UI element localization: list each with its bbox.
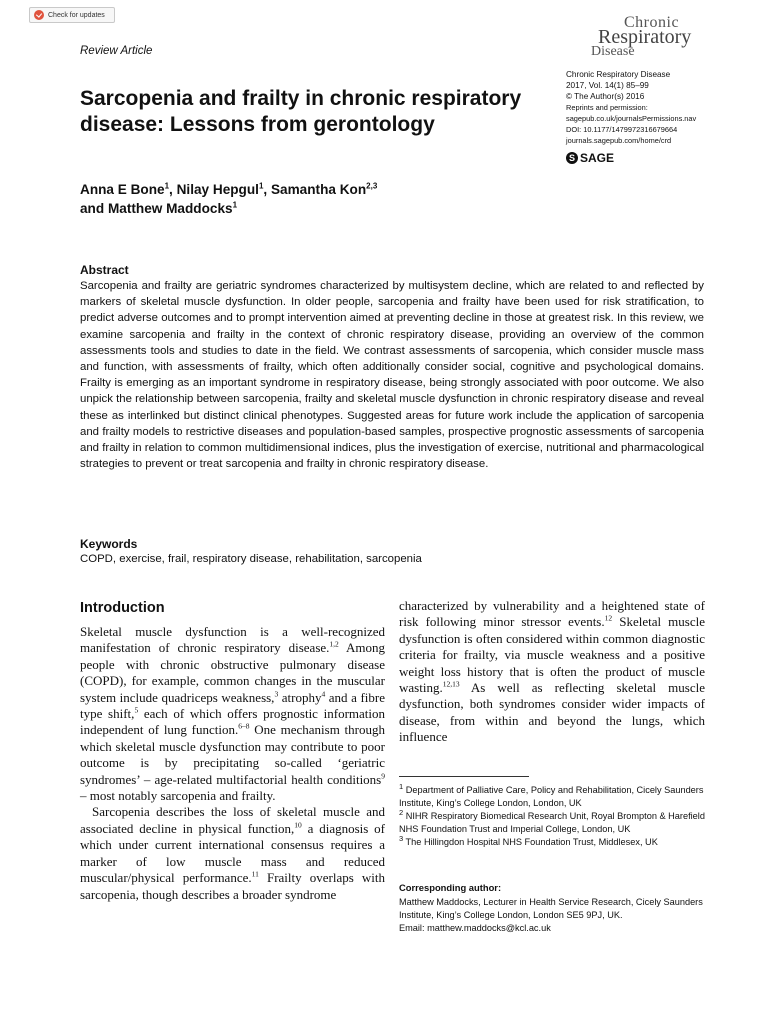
- journal-metadata: [566, 69, 746, 146]
- authors-line-1: [80, 180, 550, 199]
- citation: 9: [381, 771, 385, 781]
- author-name: Anna E Bone: [80, 182, 165, 197]
- author-separator: ,: [169, 182, 177, 197]
- body-column-left: [80, 624, 385, 903]
- body-text: Sarcopenia describes the loss of skeletal muscle and associated decline in physical function,: [80, 804, 385, 836]
- affiliation-footnotes: [399, 781, 705, 849]
- body-text: One mechanism through which skeletal muscle dysfunction may contribute to poor outcome is by precipitating so-called ‘geriatric syndromes’ – age-related multifactorial health conditions: [80, 722, 385, 787]
- citation: 6–8: [238, 722, 250, 732]
- keywords-list: COPD, exercise, frail, respiratory disease, rehabilitation, sarcopenia: [80, 553, 422, 565]
- body-text: As well as reflecting skeletal muscle dysfunction, both syndromes consider wider impacts of disease, from within and beyond the lungs, which influence: [399, 680, 705, 745]
- author-separator: ,: [263, 182, 271, 197]
- journal-logo-line1: Chronic: [624, 14, 680, 31]
- citation: 5: [134, 705, 139, 715]
- author-list: [80, 180, 550, 218]
- corresponding-author-heading: Corresponding author:: [399, 882, 502, 893]
- corresponding-author-email[interactable]: Email: matthew.maddocks@kcl.ac.uk: [399, 923, 551, 933]
- footnote: [399, 781, 705, 810]
- corresponding-author-address: Matthew Maddocks, Lecturer in Health Service Research, Cicely Saunders Institute, King’s College London, London SE5 9PJ, UK.: [399, 897, 703, 920]
- body-column-right: [399, 598, 705, 746]
- footnote: [399, 807, 705, 836]
- introduction-heading: Introduction: [80, 600, 165, 616]
- permissions-link[interactable]: sagepub.co.uk/journalsPermissions.nav: [566, 114, 697, 123]
- journal-url-link[interactable]: journals.sagepub.com/home/crd: [566, 136, 672, 145]
- footnote-mark: 3: [399, 833, 404, 843]
- title-line-2: disease: Lessons from gerontology: [80, 113, 435, 136]
- check-updates-label: Check for updates: [48, 11, 105, 19]
- body-text: each of which offers prognostic information independent of lung function.: [80, 706, 386, 738]
- journal-volume: 2017, Vol. 14(1) 85–99: [566, 81, 649, 90]
- body-text: Among people with chronic obstructive pulmonary disease (COPD), for example, common changes in the muscular system include quadriceps weakness,: [80, 640, 385, 705]
- citation: 11: [251, 869, 259, 879]
- affiliation-mark: 1: [258, 181, 264, 191]
- journal-logo: [588, 14, 718, 58]
- sage-icon: S: [566, 152, 578, 164]
- reprints-label: Reprints and permission:: [566, 103, 648, 112]
- citation: 10: [294, 820, 302, 830]
- footnote-mark: 1: [399, 781, 404, 791]
- author-name: Samantha Kon: [270, 182, 367, 197]
- footnote-mark: 2: [399, 807, 404, 817]
- authors-line-2: [80, 199, 550, 218]
- body-text: atrophy: [278, 689, 322, 705]
- paragraph: [399, 598, 705, 746]
- journal-logo-line2: Respiratory: [598, 26, 692, 48]
- check-for-updates-button[interactable]: [29, 7, 115, 23]
- affiliation-mark: 1: [232, 200, 238, 210]
- doi-link[interactable]: DOI: 10.1177/1479972316679664: [566, 125, 678, 134]
- body-text: Skeletal muscle dysfunction is often considered within common diagnostic criteria for frailty, via muscle weakness and a positive weight loss history that is often the product of muscle wasting.: [399, 614, 705, 696]
- journal-logo-line3: Disease: [591, 44, 635, 59]
- author-conjunction: and: [80, 201, 108, 216]
- sage-label: SAGE: [580, 151, 615, 165]
- body-text: a diagnosis of which under current international consensus requires a marker of low muscle mass and reduced muscular/physical performance.: [80, 820, 385, 886]
- author-name: Matthew Maddocks: [107, 201, 233, 216]
- footnote: [399, 833, 705, 849]
- citation: 3: [274, 689, 279, 699]
- footnote-divider: [399, 776, 529, 777]
- sage-logo: [566, 151, 614, 165]
- footnote-text: The Hillingdon Hospital NHS Foundation Trust, Middlesex, UK: [403, 837, 658, 847]
- check-updates-icon: [34, 10, 44, 20]
- title-line-1: Sarcopenia and frailty in chronic respiratory: [80, 87, 522, 110]
- paragraph: [80, 624, 385, 804]
- citation: 12,13: [442, 679, 460, 689]
- abstract-heading: Abstract: [80, 263, 129, 277]
- body-text: and a fibre type shift,: [80, 689, 385, 722]
- corresponding-author-details: [399, 896, 705, 935]
- keywords-heading: Keywords: [80, 537, 138, 551]
- abstract-body: Sarcopenia and frailty are geriatric syndromes characterized by multisystem decline, which are related to and reflected by markers of skeletal muscle dysfunction. In older people, sarcopenia and frailty have been used for risk stratification, to predict adverse outcomes and to prompt intervention aimed at preventing decline in those at greatest risk. In this review, we examine sarcopenia and frailty in the context of chronic respiratory disease, providing an overview of the common assessments tools and studies to date in the field. We contrast assessments of sarcopenia, which consider muscle mass and function, with assessments of frailty, which often additionally consider social, cognitive and psychological domains. Frailty is emerging as an important syndrome in respiratory disease, being strongly associated with poor outcome. We also unpick the relationship between sarcopenia, frailty and skeletal muscle dysfunction in chronic respiratory disease and reveal these as interlinked but distinct clinical phenotypes. Suggested areas for future work include the application of sarcopenia and frailty models to restrictive diseases and population-based samples, prospective prognostic assessments of sarcopenia and frailty in relation to common multidimensional indices, plus the investigation of exercise, nutritional and pharmacological strategies to prevent or treat sarcopenia and frailty in chronic respiratory disease.: [80, 280, 704, 471]
- body-text: – most notably sarcopenia and frailty.: [80, 788, 276, 804]
- article-title: [80, 86, 560, 138]
- citation: 1,2: [329, 640, 339, 650]
- journal-name: Chronic Respiratory Disease: [566, 70, 671, 79]
- footnote-text: NIHR Respiratory Biomedical Research Unit, Royal Brompton & Harefield NHS Foundation Trust and Imperial College, London, UK: [399, 811, 705, 834]
- body-text: Frailty overlaps with sarcopenia, though describes a broader syndrome: [80, 870, 385, 902]
- citation: 12: [604, 614, 613, 624]
- copyright: © The Author(s) 2016: [566, 92, 645, 101]
- affiliation-mark: 1: [164, 181, 170, 191]
- body-text: Skeletal muscle dysfunction is a well-recognized manifestation of chronic respiratory disease.: [80, 624, 385, 656]
- footnote-text: Department of Palliative Care, Policy and Rehabilitation, Cicely Saunders Institute, King’s College London, London, UK: [399, 785, 704, 808]
- body-text: characterized by vulnerability and a heightened state of risk following minor stressor events.: [399, 598, 705, 630]
- author-name: Nilay Hepgul: [176, 182, 259, 197]
- article-type: Review Article: [80, 45, 153, 57]
- citation: 4: [321, 689, 326, 699]
- paragraph: [80, 804, 385, 902]
- affiliation-mark: 2,3: [366, 181, 378, 191]
